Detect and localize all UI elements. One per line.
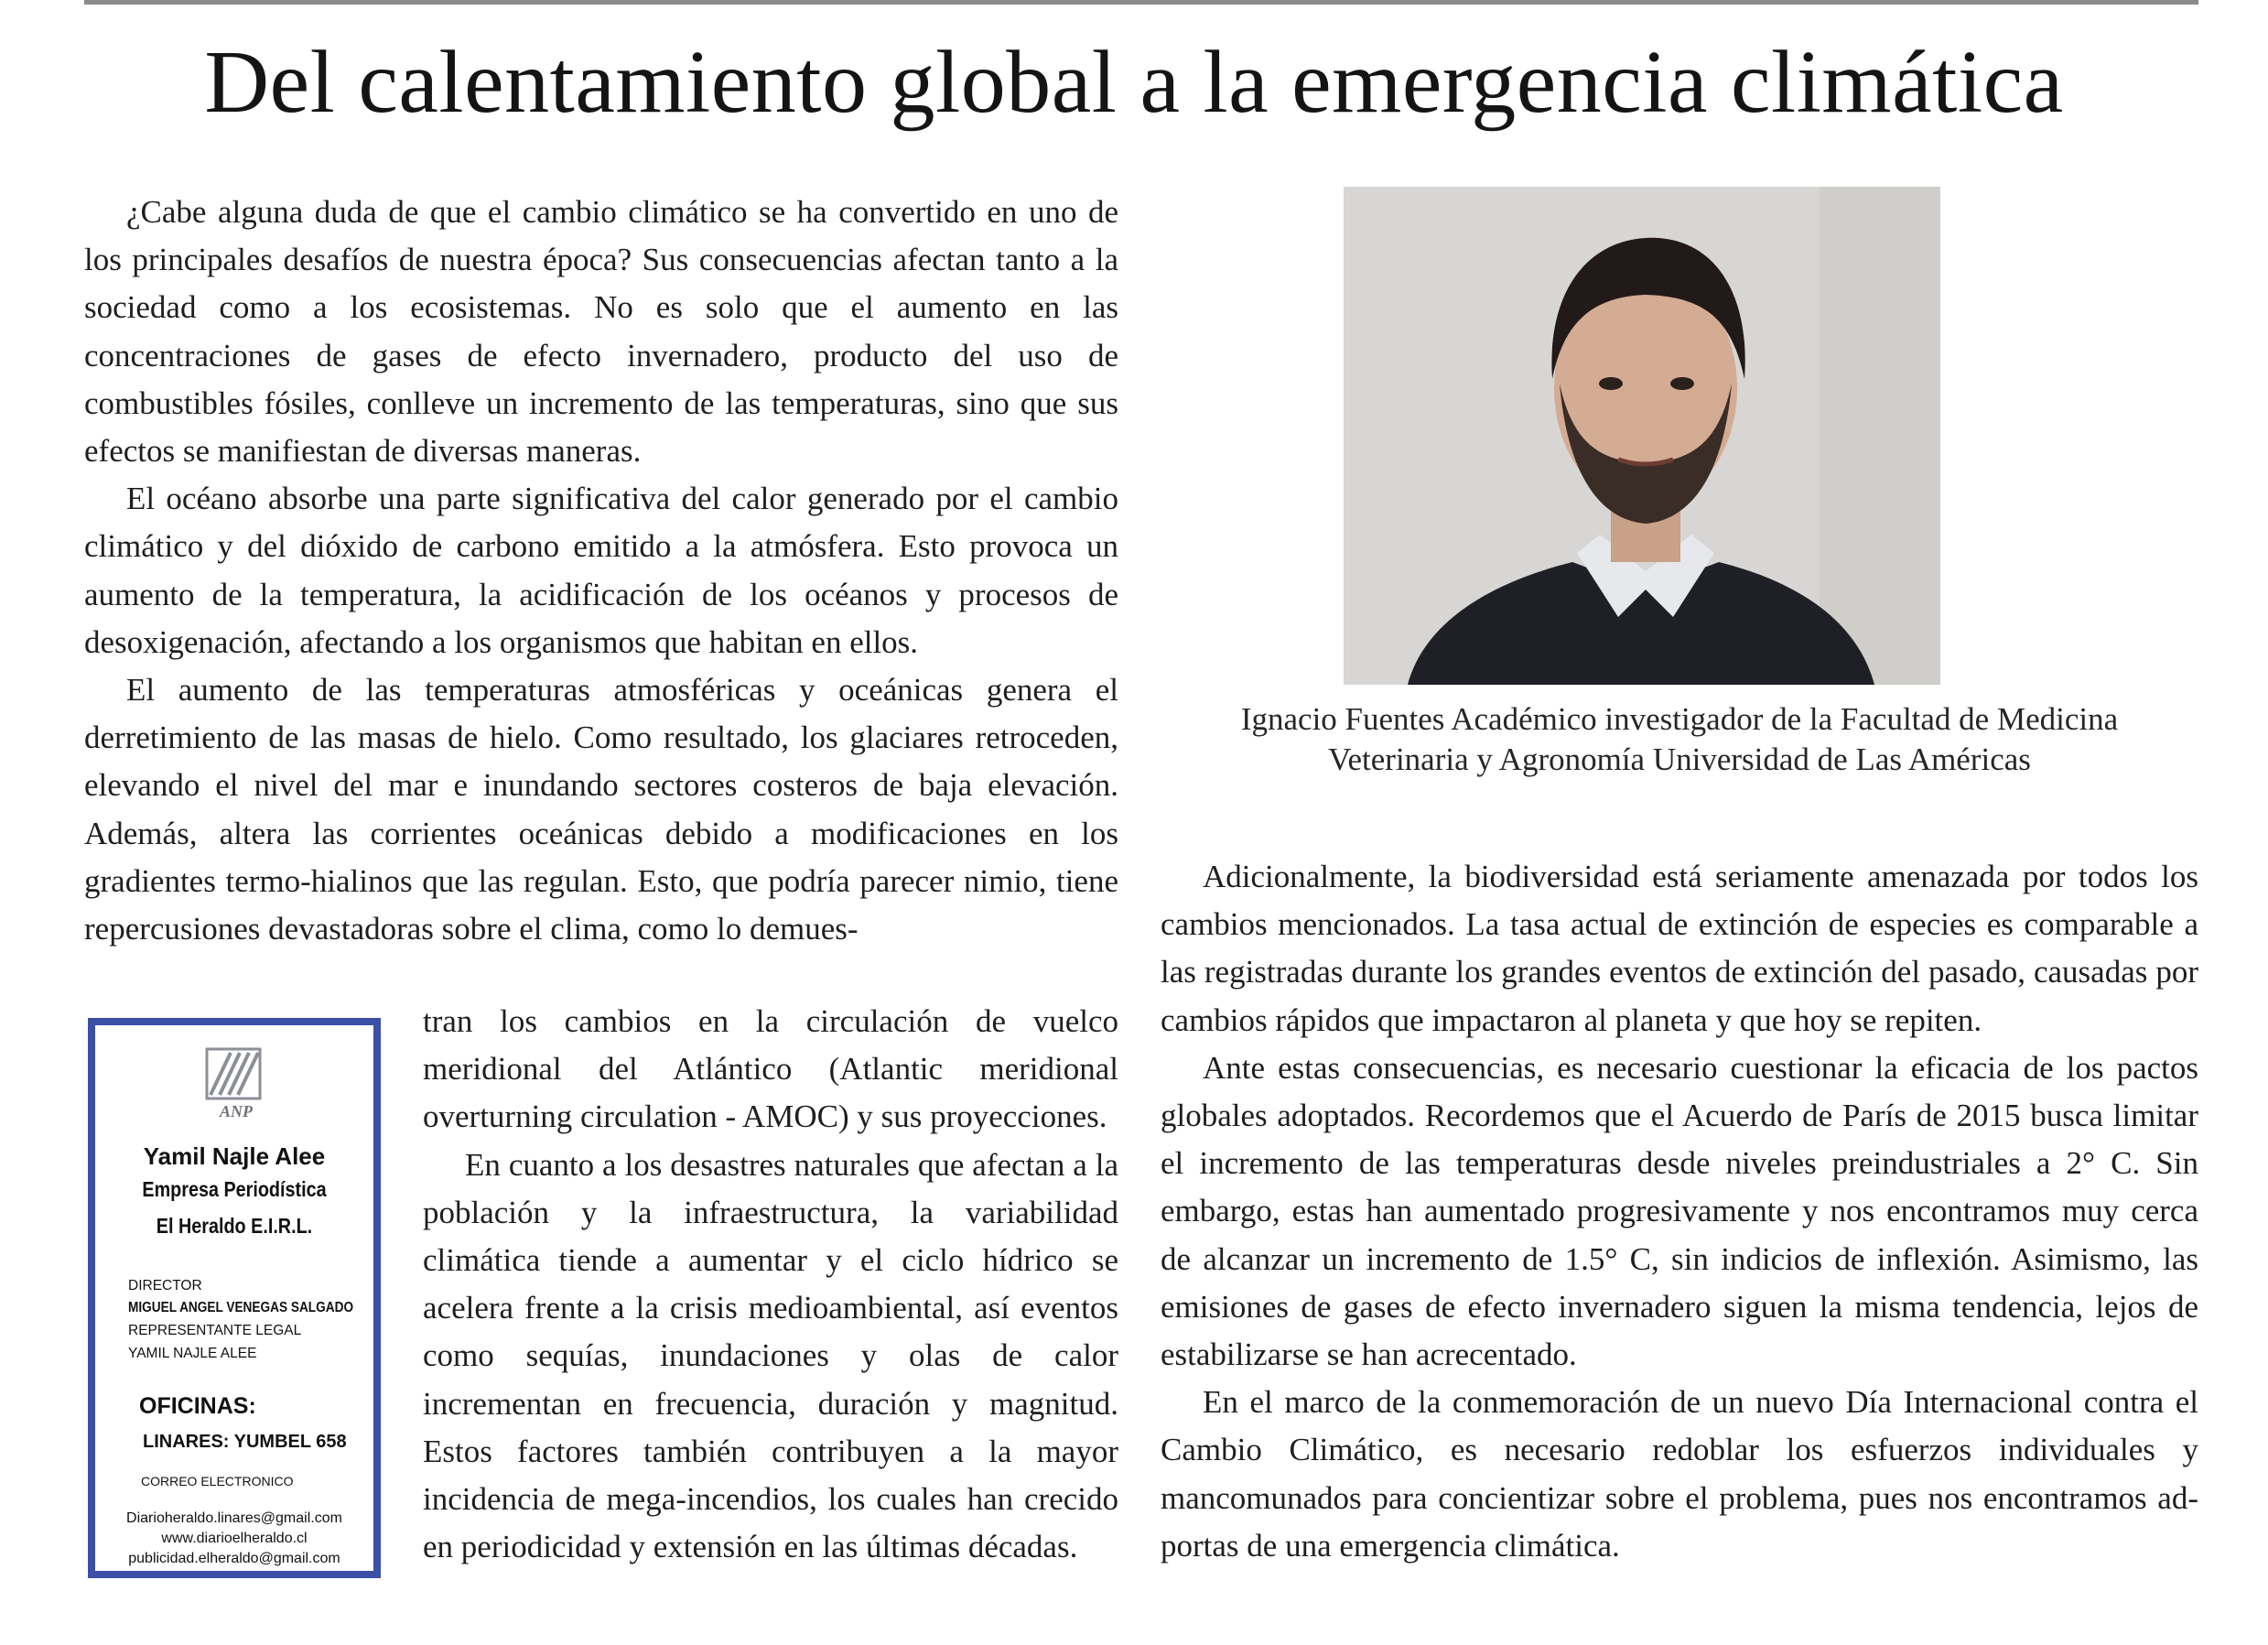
top-rule — [84, 0, 2198, 5]
author-photo — [1344, 187, 1940, 685]
paragraph: En el marco de la conmemoración de un nuevo Día Internacional contra el Cambio Climático, es necesario redoblar los esfuerzos individuales y mancomunados para concientizar sobre el problema, pues nos encontramos ad-portas de una emergencia climática. — [1161, 1384, 2198, 1564]
offices-address: LINARES: YUMBEL 658 — [143, 1432, 347, 1452]
paragraph: El océano absorbe una parte significativa del calor generado por el cambio climático y del dióxido de carbono emitido a la atmósfera. Esto provoca un aumento de la temperatura, la acidificación de los océanos y procesos de desoxigenación, afectando a los organismos que habitan en ellos. — [84, 481, 1118, 660]
caption-line-1: Ignacio Fuentes Académico investigador de la Facultad de Medicina — [1240, 701, 2119, 737]
legal-rep-name: YAMIL NAJLE ALEE — [128, 1346, 257, 1361]
portrait-illustration — [1344, 187, 1940, 685]
paragraph: Ante estas consecuencias, es necesario cuestionar la eficacia de los pactos globales adoptados. Recordemos que el Acuerdo de París de 2015 busca limitar el incremento de las temperaturas desde niveles preindustriales a 2° C. Sin embargo, estas han aumentado progresivamente y nos encontramos muy cerca de alcanzar un incremento de 1.5° C, sin indicios de inflexión. Asimismo, las emisiones de gases de efecto invernadero siguen la misma tendencia, lejos de estabilizarse se han acrecentado. — [1161, 1049, 2198, 1373]
email-label: CORREO ELECTRONICO — [141, 1474, 294, 1488]
director-name: MIGUEL ANGEL VENEGAS SALGADO — [128, 1300, 354, 1315]
owner-name: Yamil Najle Alee — [143, 1142, 326, 1170]
headline: Del calentamiento global a la emergencia climática — [204, 33, 2064, 132]
masthead-box — [88, 1018, 381, 1578]
legal-rep-label: REPRESENTANTE LEGAL — [128, 1323, 302, 1338]
right-column-text — [1161, 853, 2198, 1570]
anp-logo-icon — [203, 1044, 269, 1122]
company-name: Empresa Periodística — [142, 1177, 327, 1201]
paragraph: El aumento de las temperaturas atmosféricas y oceánicas genera el derretimiento de las masas de hielo. Como resultado, los glaciares retroceden, elevando el nivel del mar e inundando sectores costeros de baja elevación. Además, altera las corrientes oceánicas debido a modificaciones en los gradientes termo-hialinos que las regulan. Esto, que podría parecer nimio, tiene repercusiones devastadoras sobre el clima, como lo demues- — [84, 672, 1118, 947]
left-column-text — [84, 189, 1118, 953]
paragraph: Adicionalmente, la biodiversidad está seriamente amenazada por todos los cambios mencionados. La tasa actual de extinción de especies es comparable a las registradas durante los grandes eventos de extinción del pasado, causadas por cambios rápidos que impactaron al planeta y que hoy se repiten. — [1161, 859, 2198, 1038]
caption-line-2: Veterinaria y Agronomía Universidad de Las Américas — [1328, 741, 2031, 777]
website-link[interactable]: www.diarioelheraldo.cl — [161, 1531, 308, 1546]
paragraph-continuation: tran los cambios en la circulación de vuelco meridional del Atlántico (Atlantic meridional overturning circulation - AMOC) y sus proyecciones. — [423, 1003, 1118, 1135]
anp-logo — [203, 1044, 269, 1122]
company-name-2: El Heraldo E.I.R.L. — [156, 1214, 313, 1238]
director-label: DIRECTOR — [128, 1278, 202, 1293]
paragraph: En cuanto a los desastres naturales que afectan a la población y la infraestructura, la variabilidad climática tiende a aumentar y el ciclo hídrico se acelera frente a la crisis medioambiental, así eventos como sequías, inundaciones y olas de calor incrementan en frecuencia, duración y magnitud. Estos factores también contribuyen a la mayor incidencia de mega-incendios, los cuales han crecido en periodicidad y extensión en las últimas décadas. — [423, 1146, 1118, 1565]
paragraph: ¿Cabe alguna duda de que el cambio climático se ha convertido en uno de los principales desafíos de nuestra época? Sus consecuencias afectan tanto a la sociedad como a los ecosistemas. No es solo que el aumento en las concentraciones de gases de efecto invernadero, producto del uso de combustibles fósiles, conlleve un incremento de las temperaturas, sino que sus efectos se manifiestan de diversas maneras. — [84, 194, 1118, 470]
wrapped-column-text — [423, 998, 1118, 1571]
photo-caption — [1161, 699, 2198, 780]
logo-text: ANP — [220, 1102, 253, 1120]
advertising-email-link[interactable]: publicidad.elheraldo@gmail.com — [128, 1551, 340, 1566]
offices-label: OFICINAS: — [139, 1393, 256, 1419]
email-link[interactable]: Diarioheraldo.linares@gmail.com — [126, 1510, 342, 1526]
